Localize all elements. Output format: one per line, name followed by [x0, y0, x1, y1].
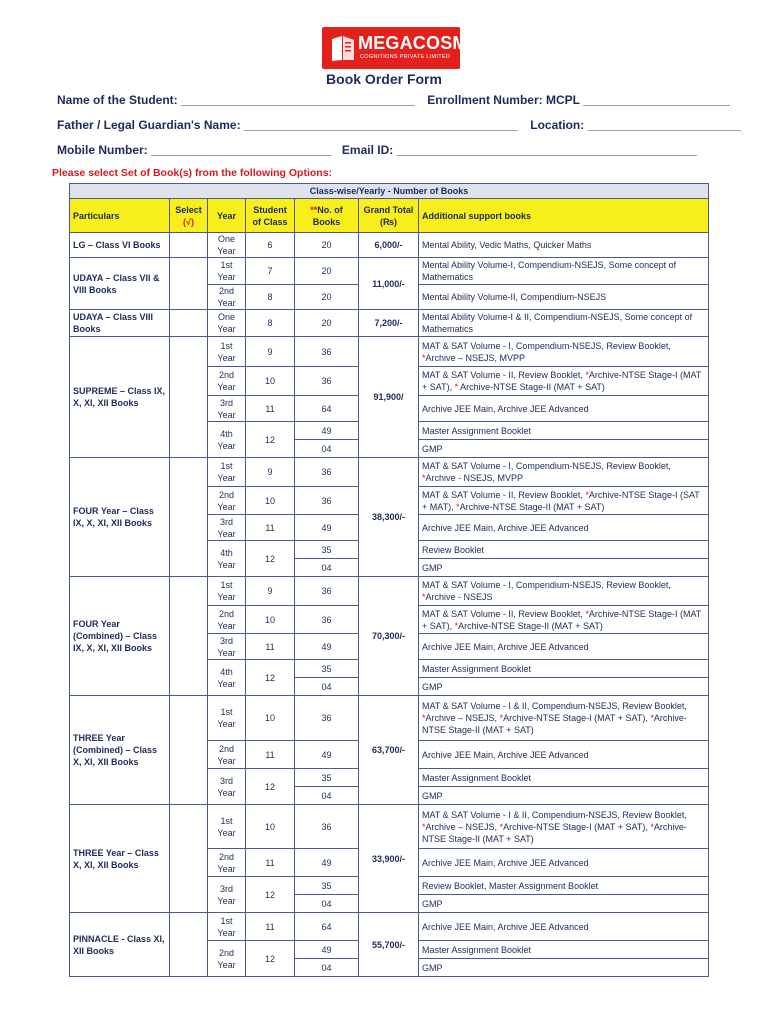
additional-books-cell: MAT & SAT Volume - I & II, Compendium-NSEJS, Review Booklet, *Archive – NSEJS, *Archive-NTSE Stage-I (MAT + SAT), *Archive-NTSE Stage-II (MAT + SAT)	[419, 696, 709, 741]
brand-logo	[322, 27, 468, 69]
student-class-cell: 8	[246, 310, 295, 337]
table-row	[70, 696, 709, 741]
particulars-cell: LG – Class VI Books	[70, 233, 170, 258]
no-of-books-cell: 49	[295, 941, 359, 959]
additional-books-cell: Master Assignment Booklet	[419, 422, 709, 440]
header-select	[170, 199, 208, 233]
year-cell: 3rd Year	[208, 634, 246, 660]
particulars-cell: THREE Year (Combined) – Class X, XI, XII Books	[70, 696, 170, 805]
header-no-of-books	[295, 199, 359, 233]
select-checkbox[interactable]	[170, 577, 208, 696]
student-class-cell: 11	[246, 515, 295, 541]
additional-books-cell: MAT & SAT Volume - I, Compendium-NSEJS, Review Booklet, *Archive - NSEJS	[419, 577, 709, 606]
asterisk-mark: *	[499, 821, 504, 832]
student-class-cell: 12	[246, 941, 295, 977]
select-checkbox[interactable]	[170, 805, 208, 913]
student-class-cell: 11	[246, 913, 295, 941]
table-body	[70, 233, 709, 977]
no-of-books-cell: 36	[295, 337, 359, 367]
student-class-cell: 7	[246, 258, 295, 285]
additional-books-cell: GMP	[419, 559, 709, 577]
additional-books-cell: Archive JEE Main, Archive JEE Advanced	[419, 849, 709, 877]
additional-books-cell: Archive JEE Main, Archive JEE Advanced	[419, 396, 709, 422]
student-class-cell: 11	[246, 634, 295, 660]
no-of-books-cell: 36	[295, 577, 359, 606]
no-of-books-cell: 36	[295, 696, 359, 741]
asterisk-mark: *	[454, 620, 459, 631]
student-class-cell: 6	[246, 233, 295, 258]
year-cell: 1st Year	[208, 696, 246, 741]
no-of-books-cell: 20	[295, 258, 359, 285]
year-cell: One Year	[208, 233, 246, 258]
year-cell: 2nd Year	[208, 606, 246, 634]
year-cell: 1st Year	[208, 337, 246, 367]
additional-books-cell: Review Booklet	[419, 541, 709, 559]
no-of-books-cell: 49	[295, 849, 359, 877]
additional-books-cell: GMP	[419, 787, 709, 805]
year-cell: One Year	[208, 310, 246, 337]
year-cell: 2nd Year	[208, 941, 246, 977]
particulars-cell: PINNACLE - Class XI, XII Books	[70, 913, 170, 977]
no-of-books-cell: 04	[295, 959, 359, 977]
field-row-1	[57, 93, 730, 107]
no-of-books-cell: 04	[295, 440, 359, 458]
table-band-title: Class-wise/Yearly - Number of Books	[70, 184, 709, 199]
header-grand-total	[359, 199, 419, 233]
select-checkbox[interactable]	[170, 310, 208, 337]
additional-books-cell: Mental Ability, Vedic Maths, Quicker Maths	[419, 233, 709, 258]
header-particulars: Particulars	[70, 199, 170, 233]
year-cell: 2nd Year	[208, 367, 246, 396]
year-cell: 3rd Year	[208, 515, 246, 541]
year-cell: 1st Year	[208, 458, 246, 487]
no-of-books-cell: 49	[295, 634, 359, 660]
student-name-field[interactable]: ___________________________________	[181, 93, 415, 107]
no-of-books-cell: 36	[295, 487, 359, 515]
particulars-cell: FOUR Year (Combined) – Class IX, X, XI, XII Books	[70, 577, 170, 696]
table-row	[70, 233, 709, 258]
asterisk-mark: *	[454, 382, 459, 392]
particulars-cell: UDAYA – Class VII & VIII Books	[70, 258, 170, 310]
asterisk-mark: *	[650, 713, 654, 723]
brand-name: MEGACOSM	[358, 33, 468, 53]
year-cell: 2nd Year	[208, 285, 246, 310]
no-of-books-cell: 35	[295, 877, 359, 895]
student-name-label: Name of the Student:	[57, 93, 178, 107]
student-class-cell: 10	[246, 487, 295, 515]
student-class-cell: 9	[246, 577, 295, 606]
additional-books-cell: Archive JEE Main, Archive JEE Advanced	[419, 741, 709, 769]
select-checkbox[interactable]	[170, 258, 208, 310]
year-cell: 4th Year	[208, 541, 246, 577]
particulars-cell: FOUR Year – Class IX, X, XI, XII Books	[70, 458, 170, 577]
header-select-label: Select	[175, 204, 202, 215]
no-of-books-cell: 36	[295, 367, 359, 396]
asterisk-mark: *	[585, 489, 589, 500]
select-checkbox[interactable]	[170, 233, 208, 258]
student-class-cell: 12	[246, 769, 295, 805]
no-of-books-cell: 36	[295, 805, 359, 849]
grand-total-cell: 55,700/-	[359, 913, 419, 977]
no-of-books-cell: 64	[295, 396, 359, 422]
table-row	[70, 458, 709, 487]
grand-total-cell: 70,300/-	[359, 577, 419, 696]
year-cell: 2nd Year	[208, 849, 246, 877]
email-field[interactable]: _____________________________________________	[396, 143, 697, 157]
student-class-cell: 10	[246, 367, 295, 396]
year-cell: 3rd Year	[208, 769, 246, 805]
header-select-mark: (√)	[183, 216, 194, 227]
grand-total-cell: 11,000/-	[359, 258, 419, 310]
no-of-books-cell: 35	[295, 541, 359, 559]
location-field[interactable]: _______________________	[587, 118, 742, 132]
particulars-cell: UDAYA – Class VIII Books	[70, 310, 170, 337]
no-of-books-cell: 04	[295, 678, 359, 696]
select-checkbox[interactable]	[170, 696, 208, 805]
additional-books-cell: MAT & SAT Volume - II, Review Booklet, *Archive-NTSE Stage-I (MAT + SAT), *Archive-NTSE Stage-II (MAT + SAT)	[419, 606, 709, 634]
student-class-cell: 11	[246, 396, 295, 422]
additional-books-cell: Mental Ability Volume-II, Compendium-NSEJS	[419, 285, 709, 310]
form-title: Book Order Form	[326, 71, 442, 87]
grand-total-cell: 7,200/-	[359, 310, 419, 337]
header-no-books-mark: **	[310, 204, 318, 215]
header-grand-total-unit: (₨)	[379, 216, 398, 227]
instruction-text: Please select Set of Book(s) from the following Options:	[52, 167, 333, 179]
no-of-books-cell: 49	[295, 515, 359, 541]
additional-books-cell: GMP	[419, 678, 709, 696]
student-class-cell: 10	[246, 696, 295, 741]
email-label: Email ID:	[341, 143, 394, 157]
particulars-cell: THREE Year – Class X, XI, XII Books	[70, 805, 170, 913]
year-cell: 3rd Year	[208, 877, 246, 913]
mobile-number-field[interactable]: ___________________________	[151, 143, 332, 157]
grand-total-cell: 63,700/-	[359, 696, 419, 805]
student-class-cell: 10	[246, 805, 295, 849]
mobile-number-label: Mobile Number:	[57, 143, 148, 157]
no-of-books-cell: 20	[295, 310, 359, 337]
year-cell: 2nd Year	[208, 487, 246, 515]
additional-books-cell: Master Assignment Booklet	[419, 941, 709, 959]
grand-total-cell: 6,000/-	[359, 233, 419, 258]
additional-books-cell: Mental Ability Volume-I, Compendium-NSEJS, Some concept of Mathematics	[419, 258, 709, 285]
student-class-cell: 8	[246, 285, 295, 310]
brand-tagline: COGNITIONS PRIVATE LIMITED	[360, 54, 451, 60]
student-class-cell: 9	[246, 337, 295, 367]
no-of-books-cell: 04	[295, 559, 359, 577]
select-checkbox[interactable]	[170, 458, 208, 577]
no-of-books-cell: 20	[295, 233, 359, 258]
additional-books-cell: GMP	[419, 440, 709, 458]
year-cell: 3rd Year	[208, 396, 246, 422]
grand-total-cell: 91,900/	[359, 337, 419, 458]
student-class-cell: 11	[246, 741, 295, 769]
no-of-books-cell: 04	[295, 895, 359, 913]
additional-books-cell: MAT & SAT Volume - II, Review Booklet, *Archive-NTSE Stage-I (SAT + MAT), *Archive-NTSE Stage-II (MAT + SAT)	[419, 487, 709, 515]
additional-books-cell: MAT & SAT Volume - I & II, Compendium-NSEJS, Review Booklet, *Archive – NSEJS, *Archive-NTSE Stage-I (MAT + SAT), *Archive-NTSE Stage-II (MAT + SAT)	[419, 805, 709, 849]
additional-books-cell: GMP	[419, 895, 709, 913]
additional-books-cell: MAT & SAT Volume - II, Review Booklet, *Archive-NTSE Stage-I (MAT + SAT), * Archive-NTSE Stage-II (MAT + SAT)	[419, 367, 709, 396]
year-cell: 1st Year	[208, 805, 246, 849]
additional-books-cell: Archive JEE Main, Archive JEE Advanced	[419, 634, 709, 660]
guardian-name-field[interactable]: _________________________________________	[243, 118, 518, 132]
header-additional-books: Additional support books	[419, 199, 709, 233]
select-checkbox[interactable]	[170, 337, 208, 458]
no-of-books-cell: 36	[295, 606, 359, 634]
asterisk-mark: *	[422, 821, 426, 832]
student-class-cell: 12	[246, 422, 295, 458]
table-row	[70, 337, 709, 367]
grand-total-cell: 33,900/-	[359, 805, 419, 913]
no-of-books-cell: 49	[295, 422, 359, 440]
additional-books-cell: GMP	[419, 959, 709, 977]
header-grand-total-label: Grand Total	[363, 204, 414, 215]
year-cell: 1st Year	[208, 577, 246, 606]
additional-books-cell: Mental Ability Volume-I & II, Compendium-NSEJS, Some concept of Mathematics	[419, 310, 709, 337]
asterisk-mark: *	[422, 352, 426, 363]
enrollment-number-field[interactable]: ______________________	[583, 93, 730, 107]
guardian-name-label: Father / Legal Guardian's Name:	[57, 118, 241, 132]
asterisk-mark: *	[456, 501, 460, 512]
asterisk-mark: *	[422, 592, 426, 602]
asterisk-mark: *	[650, 821, 654, 832]
year-cell: 1st Year	[208, 913, 246, 941]
header-student-class: Student of Class	[246, 199, 295, 233]
table-row	[70, 258, 709, 285]
additional-books-cell: Review Booklet, Master Assignment Booklet	[419, 877, 709, 895]
table-row	[70, 577, 709, 606]
additional-books-cell: Archive JEE Main, Archive JEE Advanced	[419, 913, 709, 941]
field-row-3	[57, 143, 697, 157]
student-class-cell: 10	[246, 606, 295, 634]
asterisk-mark: *	[422, 473, 426, 483]
table-row	[70, 310, 709, 337]
no-of-books-cell: 35	[295, 660, 359, 678]
year-cell: 1st Year	[208, 258, 246, 285]
student-class-cell: 12	[246, 541, 295, 577]
table-row	[70, 805, 709, 849]
grand-total-cell: 38,300/-	[359, 458, 419, 577]
select-checkbox[interactable]	[170, 913, 208, 977]
student-class-cell: 11	[246, 849, 295, 877]
location-label: Location:	[530, 118, 585, 132]
additional-books-cell: Master Assignment Booklet	[419, 769, 709, 787]
asterisk-mark: *	[585, 608, 589, 619]
student-class-cell: 12	[246, 660, 295, 696]
additional-books-cell: MAT & SAT Volume - I, Compendium-NSEJS, Review Booklet, *Archive – NSEJS, MVPP	[419, 337, 709, 367]
header-no-books-label: No. of Books	[312, 204, 343, 227]
student-class-cell: 12	[246, 877, 295, 913]
student-class-cell: 9	[246, 458, 295, 487]
particulars-cell: SUPREME – Class IX, X, XI, XII Books	[70, 337, 170, 458]
year-cell: 4th Year	[208, 422, 246, 458]
asterisk-mark: *	[422, 713, 426, 723]
field-row-2	[57, 118, 741, 132]
year-cell: 4th Year	[208, 660, 246, 696]
year-cell: 2nd Year	[208, 741, 246, 769]
book-options-table	[69, 183, 709, 977]
enrollment-number-label: Enrollment Number: MCPL	[427, 93, 580, 107]
additional-books-cell: MAT & SAT Volume - I, Compendium-NSEJS, Review Booklet, *Archive - NSEJS, MVPP	[419, 458, 709, 487]
asterisk-mark: *	[585, 370, 589, 380]
additional-books-cell: Archive JEE Main, Archive JEE Advanced	[419, 515, 709, 541]
no-of-books-cell: 36	[295, 458, 359, 487]
additional-books-cell: Master Assignment Booklet	[419, 660, 709, 678]
asterisk-mark: *	[499, 713, 504, 723]
no-of-books-cell: 20	[295, 285, 359, 310]
no-of-books-cell: 49	[295, 741, 359, 769]
no-of-books-cell: 04	[295, 787, 359, 805]
no-of-books-cell: 35	[295, 769, 359, 787]
header-year: Year	[208, 199, 246, 233]
book-logo-icon	[330, 33, 356, 63]
no-of-books-cell: 64	[295, 913, 359, 941]
table-row	[70, 913, 709, 941]
